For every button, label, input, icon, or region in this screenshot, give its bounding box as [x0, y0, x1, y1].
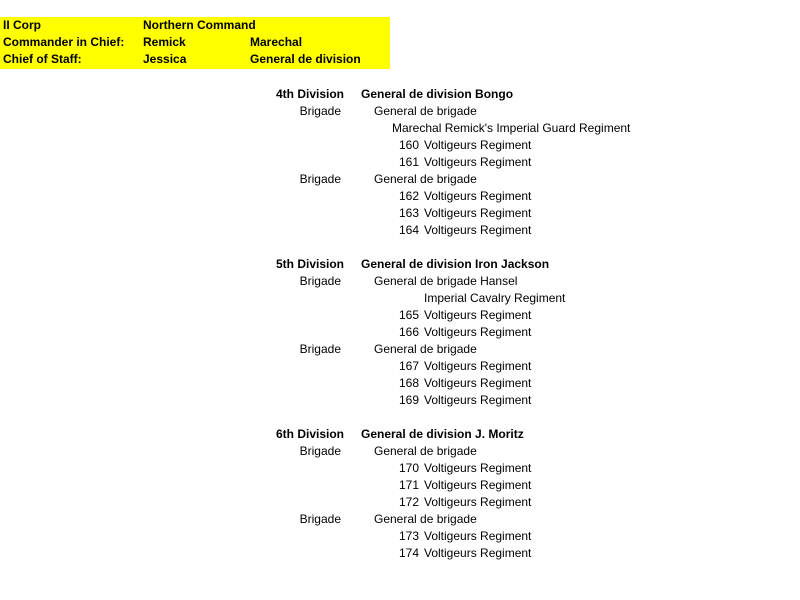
brigade-commander: General de brigade — [374, 342, 477, 356]
regiment-name: Voltigeurs Regiment — [424, 325, 532, 339]
regiment-number: 172 — [398, 495, 419, 509]
regiment-name: Marechal Remick's Imperial Guard Regiment — [392, 121, 631, 135]
regiment-name: Voltigeurs Regiment — [424, 359, 532, 373]
regiment-name: Voltigeurs Regiment — [424, 393, 532, 407]
regiment-number: 171 — [398, 478, 419, 492]
regiment-number: 164 — [398, 223, 419, 237]
division-commander: General de division Iron Jackson — [361, 257, 550, 271]
division-label: 5th Division — [275, 257, 344, 271]
corps-name: II Corp — [3, 18, 41, 32]
regiment-name: Voltigeurs Regiment — [424, 189, 532, 203]
brigade-commander: General de brigade Hansel — [374, 274, 518, 288]
brigade-label: Brigade — [299, 274, 341, 288]
division-commander: General de division J. Moritz — [361, 427, 524, 441]
chief-label: Chief of Staff: — [3, 52, 82, 66]
regiment-name: Voltigeurs Regiment — [424, 223, 532, 237]
command-name: Northern Command — [143, 18, 256, 32]
regiment-name: Imperial Cavalry Regiment — [424, 291, 566, 305]
commander-name: Remick — [143, 35, 186, 49]
division-commander: General de division Bongo — [361, 87, 514, 101]
regiment-number: 170 — [398, 461, 419, 475]
regiment-number: 174 — [398, 546, 419, 560]
regiment-number: 162 — [398, 189, 419, 203]
regiment-name: Voltigeurs Regiment — [424, 308, 532, 322]
brigade-commander: General de brigade — [374, 172, 477, 186]
regiment-name: Voltigeurs Regiment — [424, 376, 532, 390]
division-label: 4th Division — [275, 87, 344, 101]
regiment-name: Voltigeurs Regiment — [424, 461, 532, 475]
brigade-label: Brigade — [299, 172, 341, 186]
regiment-number: 165 — [398, 308, 419, 322]
brigade-commander: General de brigade — [374, 444, 477, 458]
regiment-name: Voltigeurs Regiment — [424, 529, 532, 543]
regiment-number: 167 — [398, 359, 419, 373]
regiment-name: Voltigeurs Regiment — [424, 495, 532, 509]
regiment-name: Voltigeurs Regiment — [424, 206, 532, 220]
regiment-number: 161 — [398, 155, 419, 169]
commander-label: Commander in Chief: — [3, 35, 125, 49]
chief-rank: General de division — [250, 52, 361, 66]
brigade-commander: General de brigade — [374, 104, 477, 118]
brigade-label: Brigade — [299, 512, 341, 526]
regiment-number: 169 — [398, 393, 419, 407]
regiment-number: 163 — [398, 206, 419, 220]
chief-name: Jessica — [143, 52, 187, 66]
regiment-name: Voltigeurs Regiment — [424, 138, 532, 152]
regiment-number: 160 — [398, 138, 419, 152]
regiment-number: 166 — [398, 325, 419, 339]
division-label: 6th Division — [275, 427, 344, 441]
brigade-label: Brigade — [299, 444, 341, 458]
commander-rank: Marechal — [250, 35, 303, 49]
regiment-name: Voltigeurs Regiment — [424, 155, 532, 169]
header-block — [0, 17, 390, 69]
regiment-name: Voltigeurs Regiment — [424, 546, 532, 560]
regiment-number: 173 — [398, 529, 419, 543]
brigade-commander: General de brigade — [374, 512, 477, 526]
regiment-name: Voltigeurs Regiment — [424, 478, 532, 492]
brigade-label: Brigade — [299, 104, 341, 118]
regiment-number: 168 — [398, 376, 419, 390]
brigade-label: Brigade — [299, 342, 341, 356]
